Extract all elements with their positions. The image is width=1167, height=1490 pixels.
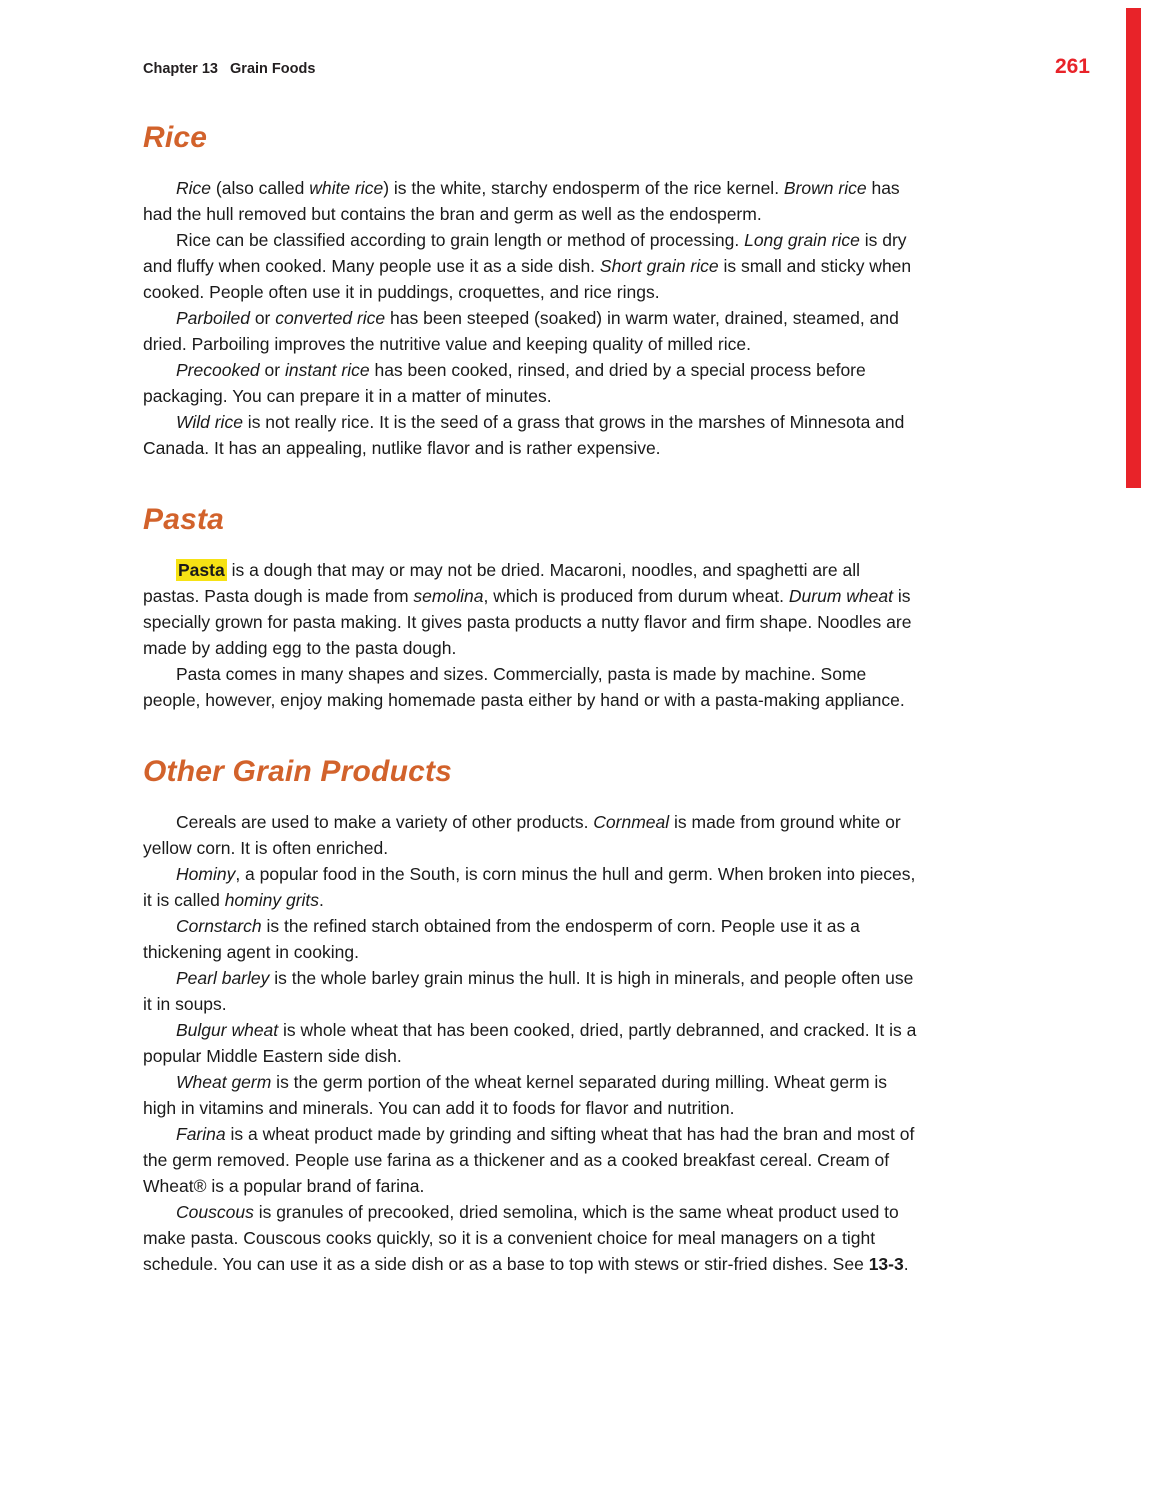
text-segment: Hominy bbox=[176, 864, 236, 884]
text-segment: Precooked bbox=[176, 360, 260, 380]
text-segment: is the whole barley grain minus the hull. It is high in minerals, and people often use it in soups. bbox=[143, 968, 914, 1014]
text-segment: ) is the white, starchy endosperm of the rice kernel. bbox=[383, 178, 784, 198]
paragraph bbox=[143, 913, 919, 965]
text-segment: , a popular food in the South, is corn minus the hull and germ. When broken into pieces, it is called bbox=[143, 864, 916, 910]
text-segment: hominy grits bbox=[224, 890, 320, 910]
paragraph bbox=[143, 1017, 919, 1069]
section-heading: Rice bbox=[143, 121, 208, 154]
text-segment: Cornstarch bbox=[176, 916, 262, 936]
text-segment: is not really rice. It is the seed of a grass that grows in the marshes of Minnesota and Canada. It has an appealing, nutlike flavor and is rather expensive. bbox=[143, 412, 905, 458]
content-area bbox=[143, 121, 919, 1277]
text-segment: is granules of precooked, dried semolina, which is the same wheat product used to make pasta. Couscous cooks quickly, so it is a convenient choice for meal managers on a tight schedule. You can use it as a side dish or as a base to top with stews or stir-fried dishes. See bbox=[143, 1202, 899, 1274]
text-segment: has been cooked, rinsed, and dried by a special process before packaging. You can prepare it in a matter of minutes. bbox=[143, 360, 866, 406]
paragraph bbox=[143, 557, 919, 661]
paragraph bbox=[143, 305, 919, 357]
text-segment: Cornmeal bbox=[593, 812, 670, 832]
paragraph bbox=[143, 175, 919, 227]
text-segment: , which is produced from durum wheat. bbox=[483, 586, 789, 606]
text-segment: is dry and fluffy when cooked. Many people use it as a side dish. bbox=[143, 230, 907, 276]
text-segment: (also called bbox=[211, 178, 310, 198]
text-segment: has had the hull removed but contains the bran and germ as well as the endosperm. bbox=[143, 178, 900, 224]
text-segment: semolina bbox=[413, 586, 484, 606]
text-segment: is specially grown for pasta making. It gives pasta products a nutty flavor and firm shape. Noodles are made by adding egg to the pasta dough. bbox=[143, 586, 912, 658]
text-segment: Bulgur wheat bbox=[176, 1020, 279, 1040]
text-segment: Wheat germ bbox=[176, 1072, 272, 1092]
text-segment: Farina bbox=[176, 1124, 226, 1144]
text-segment: is the germ portion of the wheat kernel separated during milling. Wheat germ is high in vitamins and minerals. You can add it to foods for flavor and nutrition. bbox=[143, 1072, 888, 1118]
text-segment: is whole wheat that has been cooked, dried, partly debranned, and cracked. It is a popular Middle Eastern side dish. bbox=[143, 1020, 917, 1066]
paragraph bbox=[143, 1121, 919, 1199]
text-segment: Short grain rice bbox=[599, 256, 719, 276]
section-heading: Other Grain Products bbox=[143, 755, 453, 788]
text-segment: is small and sticky when cooked. People often use it in puddings, croquettes, and rice rings. bbox=[143, 256, 912, 302]
paragraph bbox=[143, 357, 919, 409]
paragraph bbox=[143, 661, 919, 713]
page-edge-bar bbox=[1126, 8, 1141, 488]
text-segment: Rice bbox=[176, 178, 212, 198]
text-segment: Pasta comes in many shapes and sizes. Commercially, pasta is made by machine. Some people, however, enjoy making homemade pasta either by hand or with a pasta-making appliance. bbox=[143, 664, 905, 710]
text-segment: instant rice bbox=[284, 360, 370, 380]
paragraph bbox=[143, 409, 919, 461]
text-segment: 13-3 bbox=[868, 1254, 904, 1274]
text-segment: . bbox=[319, 890, 324, 910]
paragraph bbox=[143, 227, 919, 305]
text-segment: has been steeped (soaked) in warm water, drained, steamed, and dried. Parboiling improves the nutritive value and keeping quality of milled rice. bbox=[143, 308, 899, 354]
text-segment: Pearl barley bbox=[176, 968, 270, 988]
text-segment: Cereals are used to make a variety of other products. bbox=[176, 812, 594, 832]
text-segment: Brown rice bbox=[783, 178, 867, 198]
chapter-header: Chapter 13 Grain Foods bbox=[143, 61, 316, 77]
page-header bbox=[143, 0, 1090, 79]
paragraph bbox=[143, 1199, 919, 1277]
paragraph bbox=[143, 1069, 919, 1121]
text-segment: or bbox=[249, 308, 276, 328]
text-segment: is the refined starch obtained from the endosperm of corn. People use it as a thickening agent in cooking. bbox=[143, 916, 860, 962]
text-segment: or bbox=[259, 360, 285, 380]
text-segment: . bbox=[903, 1254, 909, 1274]
text-segment: Long grain rice bbox=[744, 230, 860, 250]
text-segment: Parboiled bbox=[176, 308, 250, 328]
text-segment: Couscous bbox=[176, 1202, 254, 1222]
paragraph bbox=[143, 965, 919, 1017]
paragraph bbox=[143, 861, 919, 913]
text-segment: is a dough that may or may not be dried. Macaroni, noodles, and spaghetti are all pastas. Pasta dough is made from bbox=[143, 560, 860, 606]
section-heading: Pasta bbox=[143, 503, 225, 536]
paragraph bbox=[143, 809, 919, 861]
page-number: 261 bbox=[1054, 55, 1090, 78]
text-segment: Rice can be classified according to grain length or method of processing. bbox=[176, 230, 745, 250]
text-segment: Durum wheat bbox=[788, 586, 893, 606]
highlighted-term: Pasta bbox=[178, 560, 225, 580]
text-segment: Wild rice bbox=[176, 412, 243, 432]
text-segment: is made from ground white or yellow corn. It is often enriched. bbox=[143, 812, 901, 858]
text-segment: is a wheat product made by grinding and sifting wheat that has had the bran and most of the germ removed. People use farina as a thickener and as a cooked breakfast cereal. Cream of Wheat® is a popular brand of farina. bbox=[143, 1124, 915, 1196]
text-segment: converted rice bbox=[275, 308, 386, 328]
text-segment: white rice bbox=[309, 178, 384, 198]
